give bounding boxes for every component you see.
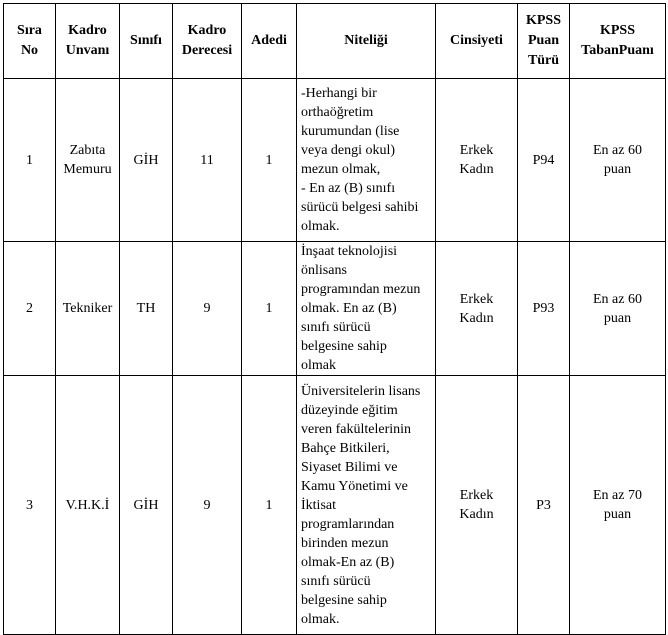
- header-kadro-derecesi: Kadro Derecesi: [173, 4, 242, 79]
- cell-adedi: 1: [242, 376, 297, 635]
- header-cinsiyeti: Cinsiyeti: [436, 4, 518, 79]
- header-adedi: Adedi: [242, 4, 297, 79]
- cell-kpss-puan-turu: P93: [518, 242, 570, 376]
- cell-cinsiyeti: Erkek Kadın: [436, 79, 518, 242]
- cell-kpss-taban-puani: En az 70 puan: [570, 376, 666, 635]
- cell-kpss-taban-puani: En az 60 puan: [570, 79, 666, 242]
- header-kpss-puan-turu: KPSS Puan Türü: [518, 4, 570, 79]
- cell-niteligi: Üniversitelerin lisans düzeyinde eğitim veren fakültelerinin Bahçe Bitkileri, Siyaset Bilimi ve Kamu Yönetimi ve İktisat programlarından birinden mezun olmak-En az (B) sınıfı sürücü belgesine sahip olmak.: [297, 376, 436, 635]
- cell-kadro-unvani: V.H.K.İ: [56, 376, 120, 635]
- cell-sinifi: GİH: [120, 79, 173, 242]
- kadro-table: [3, 3, 666, 635]
- cell-sira-no: 1: [4, 79, 56, 242]
- header-kpss-taban-puani: KPSS TabanPuanı: [570, 4, 666, 79]
- table-row: [4, 79, 666, 242]
- cell-sinifi: TH: [120, 242, 173, 376]
- cell-sira-no: 2: [4, 242, 56, 376]
- cell-niteligi: İnşaat teknolojisi önlisans programından mezun olmak. En az (B) sınıfı sürücü belgesine sahip olmak: [297, 242, 436, 376]
- cell-kpss-puan-turu: P94: [518, 79, 570, 242]
- cell-sira-no: 3: [4, 376, 56, 635]
- cell-kpss-taban-puani: En az 60 puan: [570, 242, 666, 376]
- header-kadro-unvani: Kadro Unvanı: [56, 4, 120, 79]
- table-row: [4, 376, 666, 635]
- cell-kadro-derecesi: 11: [173, 79, 242, 242]
- header-sinifi: Sınıfı: [120, 4, 173, 79]
- table-row: [4, 242, 666, 376]
- cell-kpss-puan-turu: P3: [518, 376, 570, 635]
- cell-sinifi: GİH: [120, 376, 173, 635]
- cell-kadro-derecesi: 9: [173, 376, 242, 635]
- cell-cinsiyeti: Erkek Kadın: [436, 242, 518, 376]
- cell-adedi: 1: [242, 242, 297, 376]
- cell-adedi: 1: [242, 79, 297, 242]
- cell-niteligi: -Herhangi bir orthaöğretim kurumundan (lise veya dengi okul) mezun olmak, - En az (B) sınıfı sürücü belgesi sahibi olmak.: [297, 79, 436, 242]
- table-header-row: [4, 4, 666, 79]
- cell-kadro-derecesi: 9: [173, 242, 242, 376]
- header-sira-no: Sıra No: [4, 4, 56, 79]
- cell-cinsiyeti: Erkek Kadın: [436, 376, 518, 635]
- cell-kadro-unvani: Tekniker: [56, 242, 120, 376]
- header-niteligi: Niteliği: [297, 4, 436, 79]
- cell-kadro-unvani: Zabıta Memuru: [56, 79, 120, 242]
